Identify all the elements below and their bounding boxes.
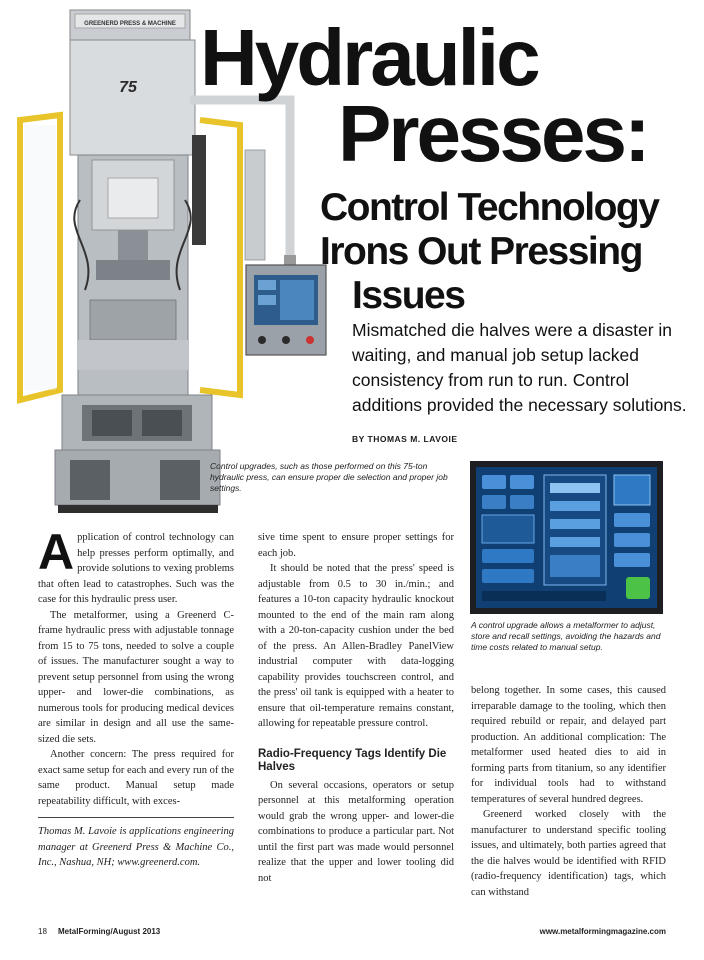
article-title-line2: Presses: — [338, 89, 648, 178]
body-paragraph: The metalformer, using a Greenerd C-frame hydraulic press with adjustable tonnage from 15 to 75 tons, needed to solve a couple of issues. The manufacturer sought a way to prevent setup personnel from using the wrong upper- and lower-die combinations, as numerous tools for producing medical devices are similar in design and all use the same-sized die sets. — [38, 609, 234, 745]
control-screen-photo — [470, 461, 663, 614]
author-bio: Thomas M. Lavoie is applications engineering manager at Greenerd Press & Machine Co., Inc., Nashua, NH; www.greenerd.com. — [38, 826, 234, 868]
screen-photo-caption: A control upgrade allows a metalformer to adjust, store and recall settings, avoiding the hazards and time costs related to manual setup. — [471, 620, 661, 652]
article-deck: Mismatched die halves were a disaster in waiting, and manual job setup lacked consistency from run to run. Control additions provided the necessary solutions. — [352, 320, 687, 415]
article-subtitle — [320, 186, 700, 318]
body-paragraph: On several occasions, operators or setup personnel at this metalforming operation would grab the wrong upper- and lower-die combinations to produce a particular part. Not until the first part was made would personnel realize that the upper and lower tooling did not — [258, 779, 454, 884]
page-number: 18 — [38, 927, 47, 936]
byline: BY THOMAS M. LAVOIE — [352, 434, 458, 444]
dropcap: A — [38, 524, 75, 580]
body-paragraph: Greenerd worked closely with the manufacturer to understand specific tooling issues, and ultimately, both parties agreed that the die halves would be identified with RFID (radio-frequency identification) tags, which can withstand — [471, 809, 666, 898]
body-paragraph: It should be noted that the press' speed is adjustable from 0.5 to 30 in./min.; and features a 10-ton capacity hydraulic knockout mounted to the end of the main ram along with a 20-ton-capacity cushion under the bed of the press. An Allen-Bradley PanelView industrial computer with data-logging capability provides touchscreen control, and the press' oil tank is equipped with a heater to ensure that oil-temperature remains constant, allowing for repeatable pressure control. — [258, 563, 454, 729]
subtitle-line1: Control Technology — [320, 186, 659, 229]
body-paragraph — [38, 524, 234, 608]
article-title-line1: Hydraulic — [200, 13, 538, 102]
press-photo-caption: Control upgrades, such as those performed on this 75-ton hydraulic press, can ensure proper die selection and proper job settings. — [210, 461, 448, 493]
subtitle-line2: Irons Out Pressing — [320, 230, 642, 273]
intro-text: pplication of control technology can help presses perform optimally, and provide solutions to vexing problems that often lead to catastrophes. Such was the case for this hydraulic press user. — [38, 532, 234, 605]
body-paragraph: belong together. In some cases, this caused irreparable damage to the tooling, which then required rebuild or repair, and delayed part production. An additional complication: The metalformer used heated dies to aid in forming parts from titanium, so any identifier for individual tools had to withstand temperatures of several hundred degrees. — [471, 685, 666, 805]
section-subhead: Radio-Frequency Tags Identify Die Halves — [258, 747, 447, 773]
subtitle-line3: Issues — [352, 274, 465, 317]
bio-divider — [38, 817, 234, 818]
magazine-url: www.metalformingmagazine.com — [539, 927, 666, 936]
body-paragraph: Another concern: The press required for exact same setup for each and every run of the same product. Manual setup made repeatability difficult, with exces- — [38, 749, 234, 807]
press-tonnage-label: 75 — [119, 79, 137, 96]
body-paragraph: sive time spent to ensure proper settings for each job. — [258, 532, 454, 559]
press-plate-text: GREENERD PRESS & MACHINE — [84, 21, 176, 27]
magazine-issue: MetalForming/August 2013 — [58, 927, 161, 936]
body-column-2 — [258, 530, 454, 886]
body-column-1 — [38, 524, 234, 871]
body-column-3 — [471, 683, 666, 900]
